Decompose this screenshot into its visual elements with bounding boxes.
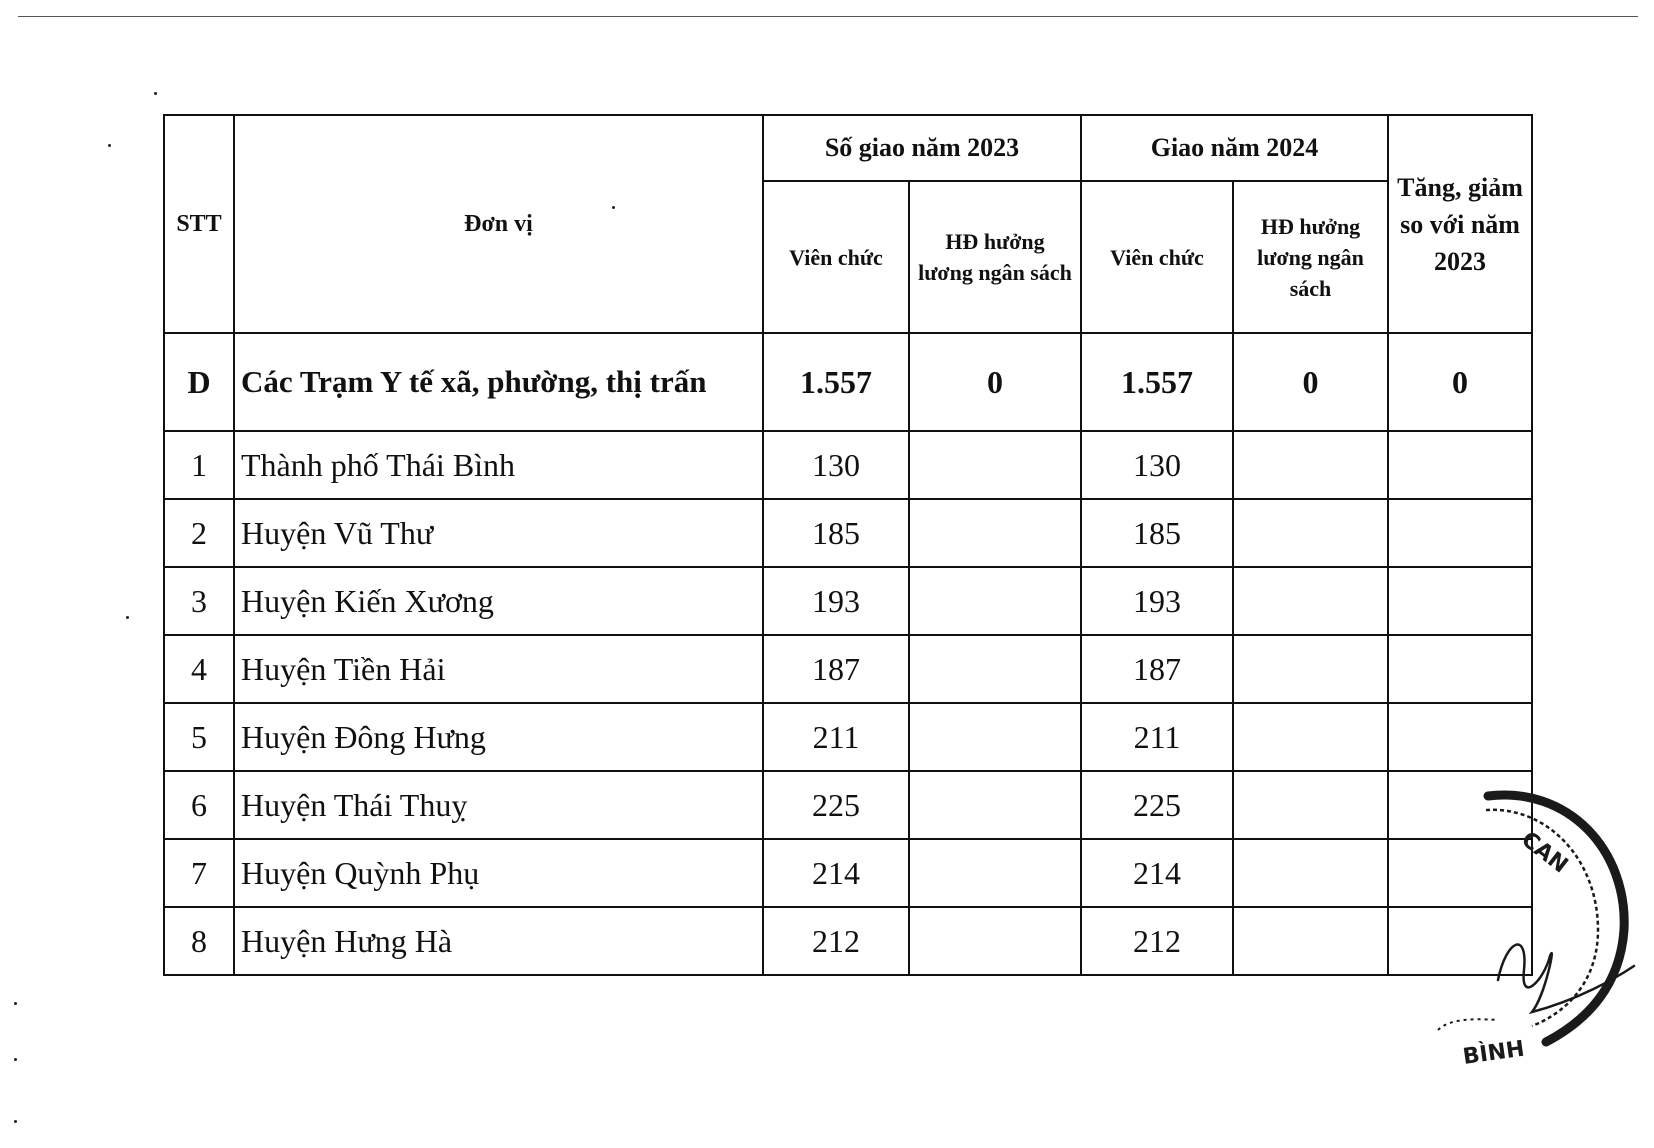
header-stt: STT xyxy=(164,115,234,333)
row-officials-2024: 211 xyxy=(1081,703,1233,771)
scan-speck xyxy=(108,144,111,147)
row-change xyxy=(1388,431,1532,499)
row-contract-2023 xyxy=(909,839,1081,907)
header-officials-2024: Viên chức xyxy=(1081,181,1233,333)
stamp-text-top: CAN xyxy=(1516,827,1573,879)
table-row xyxy=(164,703,1532,771)
row-contract-2024 xyxy=(1233,839,1388,907)
scan-speck xyxy=(14,1002,17,1005)
header-contract-2024: HĐ hưởng lương ngân sách xyxy=(1233,181,1388,333)
scan-speck xyxy=(14,1120,17,1123)
scan-speck xyxy=(126,616,129,619)
table-row xyxy=(164,499,1532,567)
official-seal-stamp xyxy=(1428,780,1638,1080)
row-change xyxy=(1388,703,1532,771)
table-row xyxy=(164,771,1532,839)
row-officials-2023: 130 xyxy=(763,431,909,499)
row-change xyxy=(1388,635,1532,703)
row-officials-2023: 214 xyxy=(763,839,909,907)
row-officials-2024: 212 xyxy=(1081,907,1233,975)
table-row xyxy=(164,907,1532,975)
scan-speck xyxy=(14,1058,17,1061)
row-unit: Huyện Vũ Thư xyxy=(234,499,763,567)
staffing-table xyxy=(163,114,1533,976)
row-officials-2024: 185 xyxy=(1081,499,1233,567)
stamp-dotted-arc xyxy=(1438,1019,1498,1030)
row-officials-2024: 187 xyxy=(1081,635,1233,703)
header-change: Tăng, giảm so với năm 2023 xyxy=(1388,115,1532,333)
row-contract-2024 xyxy=(1233,703,1388,771)
table-row xyxy=(164,567,1532,635)
row-officials-2024: 214 xyxy=(1081,839,1233,907)
total-contract-2023: 0 xyxy=(909,333,1081,431)
header-officials-2023: Viên chức xyxy=(763,181,909,333)
header-group-2023: Số giao năm 2023 xyxy=(763,115,1081,181)
row-change xyxy=(1388,499,1532,567)
row-contract-2023 xyxy=(909,703,1081,771)
row-unit: Huyện Tiền Hải xyxy=(234,635,763,703)
row-officials-2023: 185 xyxy=(763,499,909,567)
row-officials-2024: 193 xyxy=(1081,567,1233,635)
row-unit: Huyện Thái Thuỵ xyxy=(234,771,763,839)
total-unit: Các Trạm Y tế xã, phường, thị trấn xyxy=(234,333,763,431)
row-contract-2024 xyxy=(1233,771,1388,839)
row-change xyxy=(1388,567,1532,635)
row-stt: 6 xyxy=(164,771,234,839)
row-contract-2024 xyxy=(1233,635,1388,703)
row-stt: 7 xyxy=(164,839,234,907)
header-group-2024: Giao năm 2024 xyxy=(1081,115,1388,181)
row-officials-2023: 211 xyxy=(763,703,909,771)
total-officials-2024: 1.557 xyxy=(1081,333,1233,431)
row-unit: Thành phố Thái Bình xyxy=(234,431,763,499)
row-unit: Huyện Đông Hưng xyxy=(234,703,763,771)
total-change: 0 xyxy=(1388,333,1532,431)
total-stt: D xyxy=(164,333,234,431)
top-rule xyxy=(18,16,1638,17)
row-officials-2024: 130 xyxy=(1081,431,1233,499)
row-contract-2023 xyxy=(909,499,1081,567)
row-stt: 2 xyxy=(164,499,234,567)
row-unit: Huyện Quỳnh Phụ xyxy=(234,839,763,907)
row-stt: 8 xyxy=(164,907,234,975)
stamp-text-bottom: BÌNH xyxy=(1461,1036,1527,1070)
row-officials-2023: 187 xyxy=(763,635,909,703)
scan-speck xyxy=(154,92,157,95)
header-contract-2023: HĐ hưởng lương ngân sách xyxy=(909,181,1081,333)
row-stt: 4 xyxy=(164,635,234,703)
total-contract-2024: 0 xyxy=(1233,333,1388,431)
header-unit: Đơn vị xyxy=(234,115,763,333)
row-contract-2024 xyxy=(1233,907,1388,975)
row-stt: 1 xyxy=(164,431,234,499)
table-row xyxy=(164,431,1532,499)
row-contract-2024 xyxy=(1233,499,1388,567)
row-stt: 5 xyxy=(164,703,234,771)
total-officials-2023: 1.557 xyxy=(763,333,909,431)
row-unit: Huyện Kiến Xương xyxy=(234,567,763,635)
row-contract-2023 xyxy=(909,771,1081,839)
row-unit: Huyện Hưng Hà xyxy=(234,907,763,975)
row-contract-2023 xyxy=(909,567,1081,635)
signature-scrawl xyxy=(1498,945,1634,1012)
row-officials-2023: 193 xyxy=(763,567,909,635)
total-row xyxy=(164,333,1532,431)
row-contract-2024 xyxy=(1233,567,1388,635)
table-row xyxy=(164,839,1532,907)
row-officials-2024: 225 xyxy=(1081,771,1233,839)
row-contract-2023 xyxy=(909,635,1081,703)
row-officials-2023: 225 xyxy=(763,771,909,839)
row-stt: 3 xyxy=(164,567,234,635)
row-contract-2023 xyxy=(909,907,1081,975)
table-row xyxy=(164,635,1532,703)
row-contract-2024 xyxy=(1233,431,1388,499)
row-officials-2023: 212 xyxy=(763,907,909,975)
row-contract-2023 xyxy=(909,431,1081,499)
